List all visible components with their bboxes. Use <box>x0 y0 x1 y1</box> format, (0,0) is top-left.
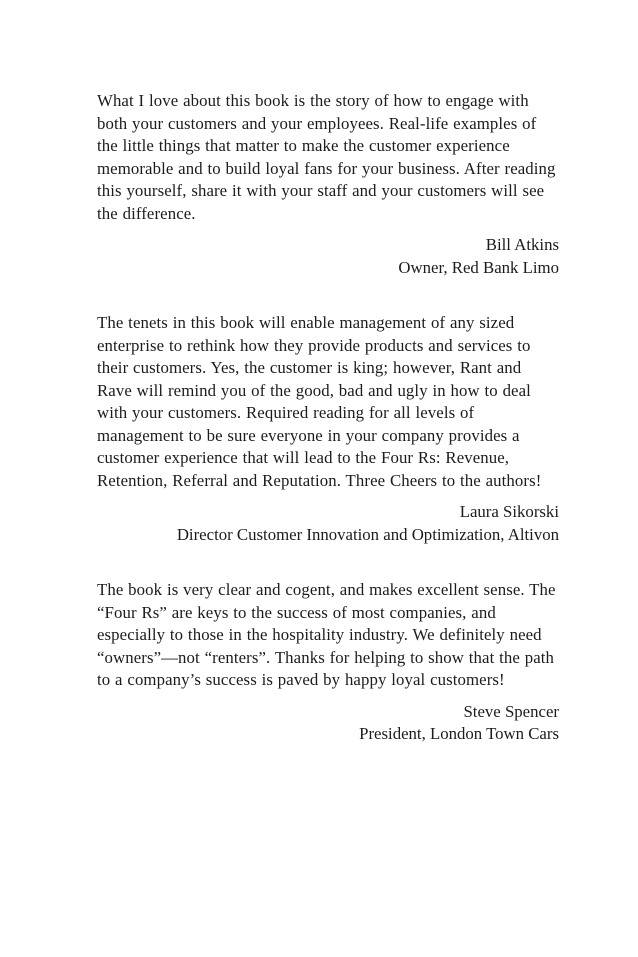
endorser-name: Bill Atkins <box>485 235 559 254</box>
testimonial-2 <box>97 312 559 546</box>
testimonial-quote: What I love about this book is the story of how to engage with both your customers and your employees. Real-life examples of the little things that matter to make the customer experience memorable and to build loyal fans for your business. After reading this yourself, share it with your staff and your customers will see the difference. <box>97 91 556 223</box>
testimonial-3 <box>97 579 559 746</box>
endorsements-content <box>97 90 559 746</box>
endorser-name: Steve Spencer <box>463 701 559 721</box>
testimonial-attribution <box>97 701 559 746</box>
endorser-title: Director Customer Innovation and Optimization, Altivon <box>176 524 559 544</box>
testimonial-1 <box>97 90 559 279</box>
testimonial-attribution <box>97 501 559 546</box>
testimonial-quote: The book is very clear and cogent, and makes excellent sense. The “Four Rs” are keys to the success of most companies, and especially to those in the hospitality industry. We definitely need “owners”—not “renters”. Thanks for helping to show that the path to a company’s success is paved by happy loyal customers! <box>97 580 556 689</box>
testimonial-attribution <box>97 234 559 279</box>
testimonial-quote: The tenets in this book will enable management of any sized enterprise to rethink how they provide products and services to their customers. Yes, the customer is king; however, Rant and Rave will remind you of the good, bad and ugly in how to deal with your customers. Required reading for all levels of management to be sure everyone in your company provides a customer experience that will lead to the Four Rs: Revenue, Retention, Referral and Reputation. Three Cheers to the authors! <box>97 313 542 490</box>
endorser-title: Owner, Red Bank Limo <box>398 257 559 277</box>
endorser-title: President, London Town Cars <box>359 724 559 743</box>
endorser-name: Laura Sikorski <box>459 502 559 521</box>
